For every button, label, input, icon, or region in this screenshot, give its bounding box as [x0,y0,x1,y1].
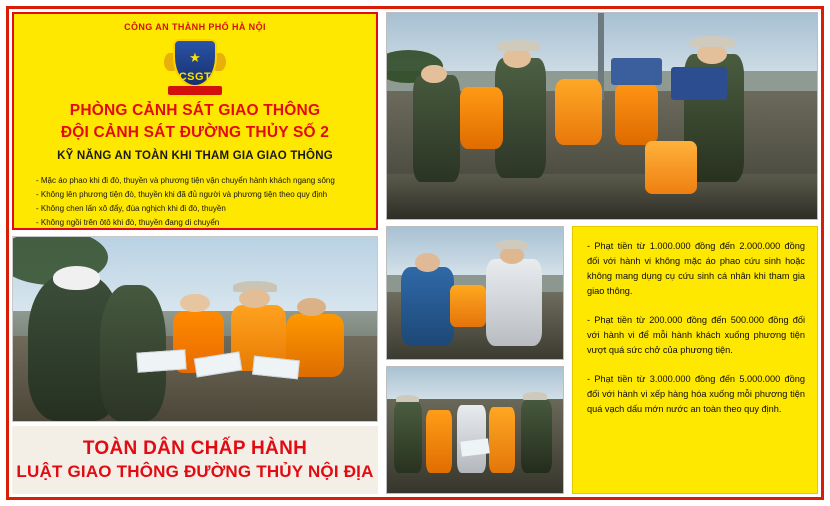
list-item: - Mặc áo phao khi đi đò, thuyền và phương tiện vận chuyển hành khách ngang sông [36,176,335,185]
photo-person-head [421,65,447,84]
photo-police-cap [496,240,528,249]
penalty-item: - Phạt tiền từ 200.000 đồng đến 500.000 đồng đối với hành vi để mỗi hành khách xuống phương tiện vượt quá sức chở của phương tiện. [587,315,805,355]
photo-life-vest [489,407,515,473]
list-item: - Không chen lấn xô đẩy, đùa nghịch khi đi đò, thuyền [36,204,226,213]
photo-person-head [239,289,270,308]
header-panel [12,12,378,230]
emblem-shield [173,39,217,87]
photo-group-on-deck [386,366,564,494]
photo-life-vest [555,79,602,145]
safety-tips-list [36,174,366,230]
photo-helmet [53,266,100,290]
photo-officers-handing-leaflets [12,236,378,422]
photo-officer-figure [413,75,460,182]
emblem-banner [168,86,222,95]
slogan-line-1: TOÀN DÂN CHẤP HÀNH [82,438,308,459]
photo-person-head [297,298,326,316]
photo-officer-figure [394,402,422,473]
photo-police-cap [523,392,548,400]
emblem-star-icon: ★ [189,50,201,65]
photo-police-cap [497,40,540,51]
title-line-1: PHÒNG CẢNH SÁT GIAO THÔNG [69,102,321,119]
photo-life-vest [460,87,503,149]
photo-leaflet [136,349,187,373]
photo-life-vest [645,141,697,195]
title-line-2: ĐỘI CẢNH SÁT ĐƯỜNG THỦY SỐ 2 [60,124,330,141]
penalty-info-panel [572,226,818,494]
right-column [386,12,818,494]
penalty-item: - Phạt tiền từ 1.000.000 đồng đến 2.000.000 đồng đối với hành vi không mặc áo phao cứu sinh hoặc không mang dụng cụ cứu sinh cá nhân khi tham gia giao thông. [587,241,805,296]
penalty-item: - Phạt tiền từ 3.000.000 đồng đến 5.000.000 đồng đối với hành vi xếp hàng hóa xuống mỗi phương tiện quá vạch dấu mớn nước an toàn theo quy định. [587,374,805,414]
photo-officer-figure [486,259,542,346]
photo-officer-checking-life-vest [386,226,564,360]
list-item: - Không ngồi trên ôtô khi đò, thuyền đang di chuyển [36,218,220,227]
photo-officer-figure [521,400,553,473]
photo-cargo-crate [611,58,663,85]
photo-boarding-ferry-inspection [386,12,818,220]
photo-life-vest [615,83,658,145]
photo-passenger-figure [401,267,454,346]
title-line-3: KỸ NĂNG AN TOÀN KHI THAM GIA GIAO THÔNG [57,150,333,162]
slogan-line-2: LUẬT GIAO THÔNG ĐƯỜNG THỦY NỘI ĐỊA [16,462,374,481]
photo-life-vest [450,285,485,327]
police-emblem-icon [166,33,224,95]
photo-police-cap [396,395,419,403]
photo-life-vest [426,410,452,473]
photo-person-head [180,294,209,312]
left-column [12,12,378,494]
list-item: - Không lên phương tiện đò, thuyền khi đã đủ người và phương tiện theo quy định [36,190,328,199]
slogan-block [12,426,378,494]
photo-person-head [415,253,440,271]
organization-line: CÔNG AN THÀNH PHỐ HÀ NỘI [124,22,266,32]
photo-cargo-crate [671,67,727,100]
photo-person-head [500,247,525,264]
emblem-label: CSGT [178,71,212,83]
photo-police-cap [690,36,735,47]
